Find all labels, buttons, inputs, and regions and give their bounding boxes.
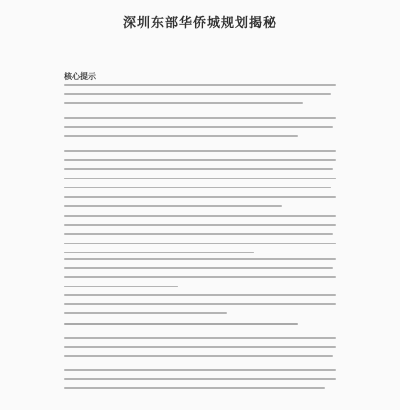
paragraph-6 xyxy=(64,294,336,322)
article-title: 深圳东部华侨城规划揭秘 xyxy=(122,16,277,31)
paragraph-9 xyxy=(64,369,336,397)
paragraph-5 xyxy=(64,258,336,295)
paragraph-4 xyxy=(64,215,336,261)
paragraph-3 xyxy=(64,150,336,214)
paragraph-8 xyxy=(64,337,336,365)
paragraph-2 xyxy=(64,117,336,145)
paragraph-1 xyxy=(64,84,336,112)
section-heading: 核心提示 xyxy=(64,72,96,81)
paragraph-7 xyxy=(64,323,336,332)
